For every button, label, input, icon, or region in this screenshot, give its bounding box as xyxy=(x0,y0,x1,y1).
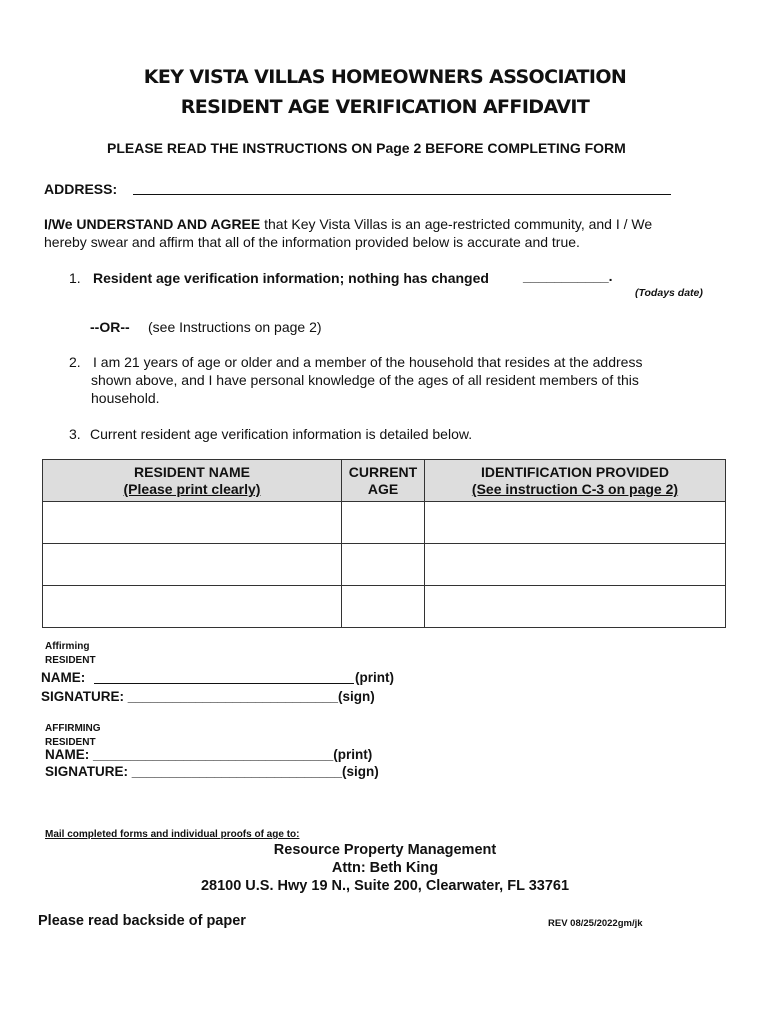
mailing-address: 28100 U.S. Hwy 19 N., Suite 200, Clearwater, FL 33761 xyxy=(200,878,570,894)
agreement-line1 xyxy=(44,216,652,232)
affirm2-label: AFFIRMING RESIDENT xyxy=(45,723,101,748)
affirm2-signature[interactable]: SIGNATURE: ____________________________(sign) xyxy=(45,764,379,779)
identification-cell[interactable] xyxy=(425,502,726,544)
address-label: ADDRESS: xyxy=(44,181,118,197)
instruction-note: PLEASE READ THE INSTRUCTIONS ON Page 2 BEFORE COMPLETING FORM xyxy=(107,140,626,156)
agreement-rest: that Key Vista Villas is an age-restricted community, and I / We xyxy=(260,216,653,232)
table-row xyxy=(43,502,726,544)
resident-table xyxy=(42,459,726,628)
item3-number: 3. xyxy=(69,426,81,442)
identification-cell[interactable] xyxy=(425,544,726,586)
header-current-age: CURRENT AGE xyxy=(342,460,425,502)
affirm1-print: (print) xyxy=(355,670,394,685)
company-name: Resource Property Management xyxy=(273,842,497,858)
current-age-cell[interactable] xyxy=(342,502,425,544)
mail-instruction: Mail completed forms and individual proofs of age to: xyxy=(45,829,300,840)
affirm2-name[interactable]: NAME: ________________________________(print) xyxy=(45,747,373,762)
or-note: (see Instructions on page 2) xyxy=(148,319,322,335)
affirm1-label: Affirming RESIDENT xyxy=(45,641,96,666)
backside-note: Please read backside of paper xyxy=(38,913,246,929)
item2-line2: shown above, and I have personal knowledge of the ages of all resident members of this xyxy=(91,372,639,388)
identification-cell[interactable] xyxy=(425,586,726,628)
header-resident-name: RESIDENT NAME (Please print clearly) xyxy=(43,460,342,502)
table-row xyxy=(43,544,726,586)
current-age-cell[interactable] xyxy=(342,544,425,586)
item2-line1: I am 21 years of age or older and a member of the household that resides at the address xyxy=(93,354,643,370)
agreement-line2: hereby swear and affirm that all of the information provided below is accurate and true. xyxy=(44,234,580,250)
or-label: --OR-- xyxy=(90,319,130,335)
affirm1-name-label: NAME: xyxy=(41,670,86,685)
resident-name-cell[interactable] xyxy=(43,502,342,544)
todays-date-label: (Todays date) xyxy=(635,287,703,299)
affirm1-signature[interactable]: SIGNATURE: ____________________________(sign) xyxy=(41,689,375,704)
item1-date-field[interactable]: ___________. xyxy=(523,268,613,284)
attention-line: Attn: Beth King xyxy=(331,860,439,876)
item1-text: Resident age verification information; nothing has changed xyxy=(93,270,489,286)
item3-text: Current resident age verification information is detailed below. xyxy=(90,426,473,442)
form-title-line2: RESIDENT AGE VERIFICATION AFFIDAVIT xyxy=(180,96,590,118)
affirm1-name-field[interactable] xyxy=(94,683,354,684)
address-field[interactable] xyxy=(133,194,671,195)
agreement-bold: I/We UNDERSTAND AND AGREE xyxy=(44,216,261,232)
current-age-cell[interactable] xyxy=(342,586,425,628)
table-header-row xyxy=(43,460,726,502)
item2-number: 2. xyxy=(69,354,81,370)
item1-number: 1. xyxy=(69,270,81,286)
resident-name-cell[interactable] xyxy=(43,586,342,628)
table-row xyxy=(43,586,726,628)
header-identification: IDENTIFICATION PROVIDED (See instruction C-3 on page 2) xyxy=(425,460,726,502)
form-title-line1: KEY VISTA VILLAS HOMEOWNERS ASSOCIATION xyxy=(143,66,627,88)
item2-line3: household. xyxy=(91,390,160,406)
revision-code: REV 08/25/2022gm/jk xyxy=(548,918,643,929)
resident-name-cell[interactable] xyxy=(43,544,342,586)
